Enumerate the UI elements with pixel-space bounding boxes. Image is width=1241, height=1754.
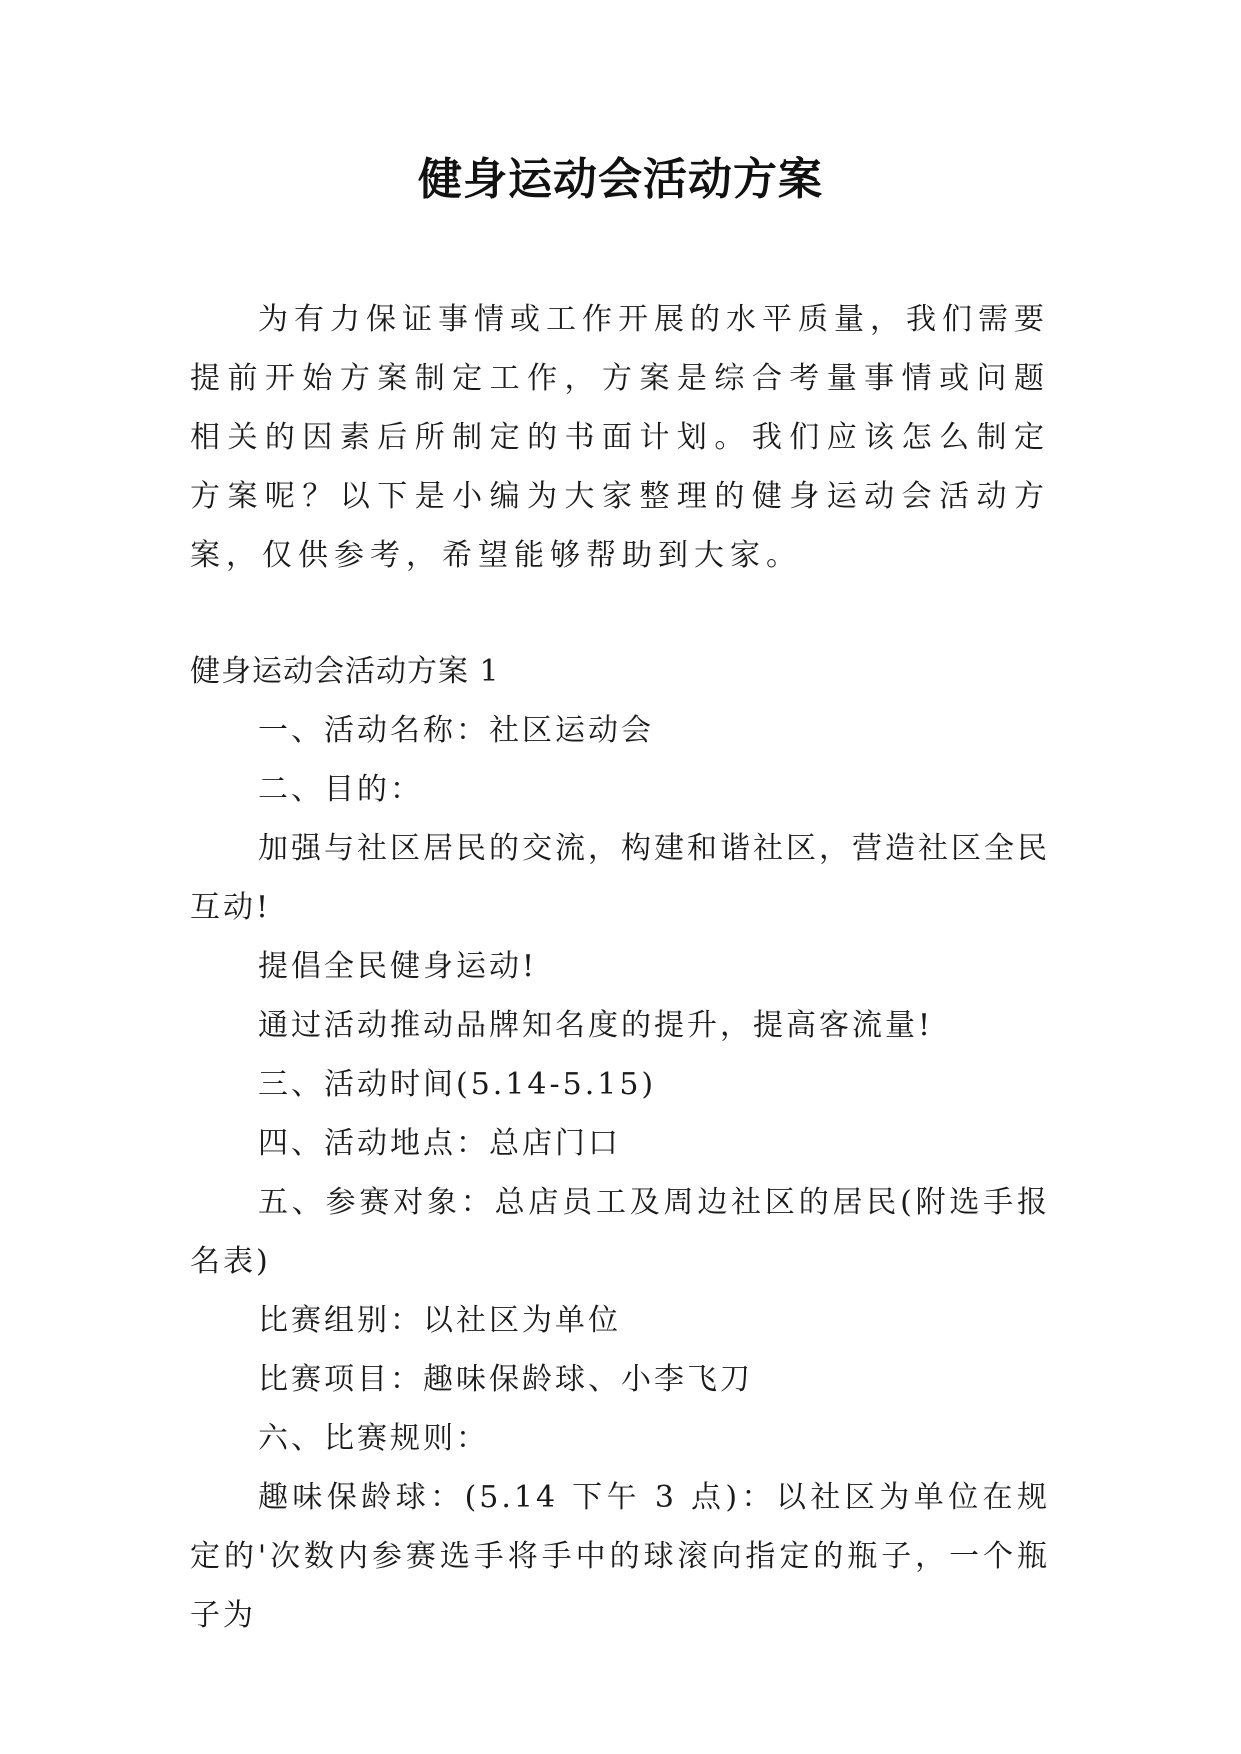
body-paragraph: 四、活动地点：总店门口 — [258, 1126, 621, 1161]
body-paragraph: 趣味保龄球：(5.14 下午 3 点)：以社区为单位在规定的'次数内参赛选手将手中的球滚向指定的瓶子，一个瓶子为 — [190, 1480, 1050, 1633]
body-paragraph: 一、活动名称：社区运动会 — [258, 713, 654, 748]
section-heading: 健身运动会活动方案 1 — [190, 654, 500, 689]
body-paragraph: 比赛项目：趣味保龄球、小李飞刀 — [258, 1362, 753, 1397]
document-title: 健身运动会活动方案 — [418, 154, 823, 205]
intro-paragraph: 为有力保证事情或工作开展的水平质量，我们需要提前开始方案制定工作，方案是综合考量事情或问题相关的因素后所制定的书面计划。我们应该怎么制定方案呢？以下是小编为大家整理的健身运动会活动方案，仅供参考，希望能够帮助到大家。 — [190, 302, 1050, 573]
body-paragraph: 三、活动时间(5.14-5.15) — [258, 1067, 657, 1102]
document-body — [190, 642, 1050, 1645]
body-paragraph: 通过活动推动品牌知名度的提升，提高客流量! — [258, 1008, 934, 1043]
body-paragraph: 二、目的： — [258, 772, 423, 807]
body-paragraph: 加强与社区居民的交流，构建和谐社区，营造社区全民互动! — [190, 831, 1050, 925]
body-paragraph: 五、参赛对象：总店员工及周边社区的居民(附选手报名表) — [190, 1185, 1050, 1279]
body-paragraph: 提倡全民健身运动! — [258, 949, 538, 984]
body-paragraph: 六、比赛规则： — [258, 1421, 489, 1456]
body-paragraph: 比赛组别：以社区为单位 — [258, 1303, 621, 1338]
